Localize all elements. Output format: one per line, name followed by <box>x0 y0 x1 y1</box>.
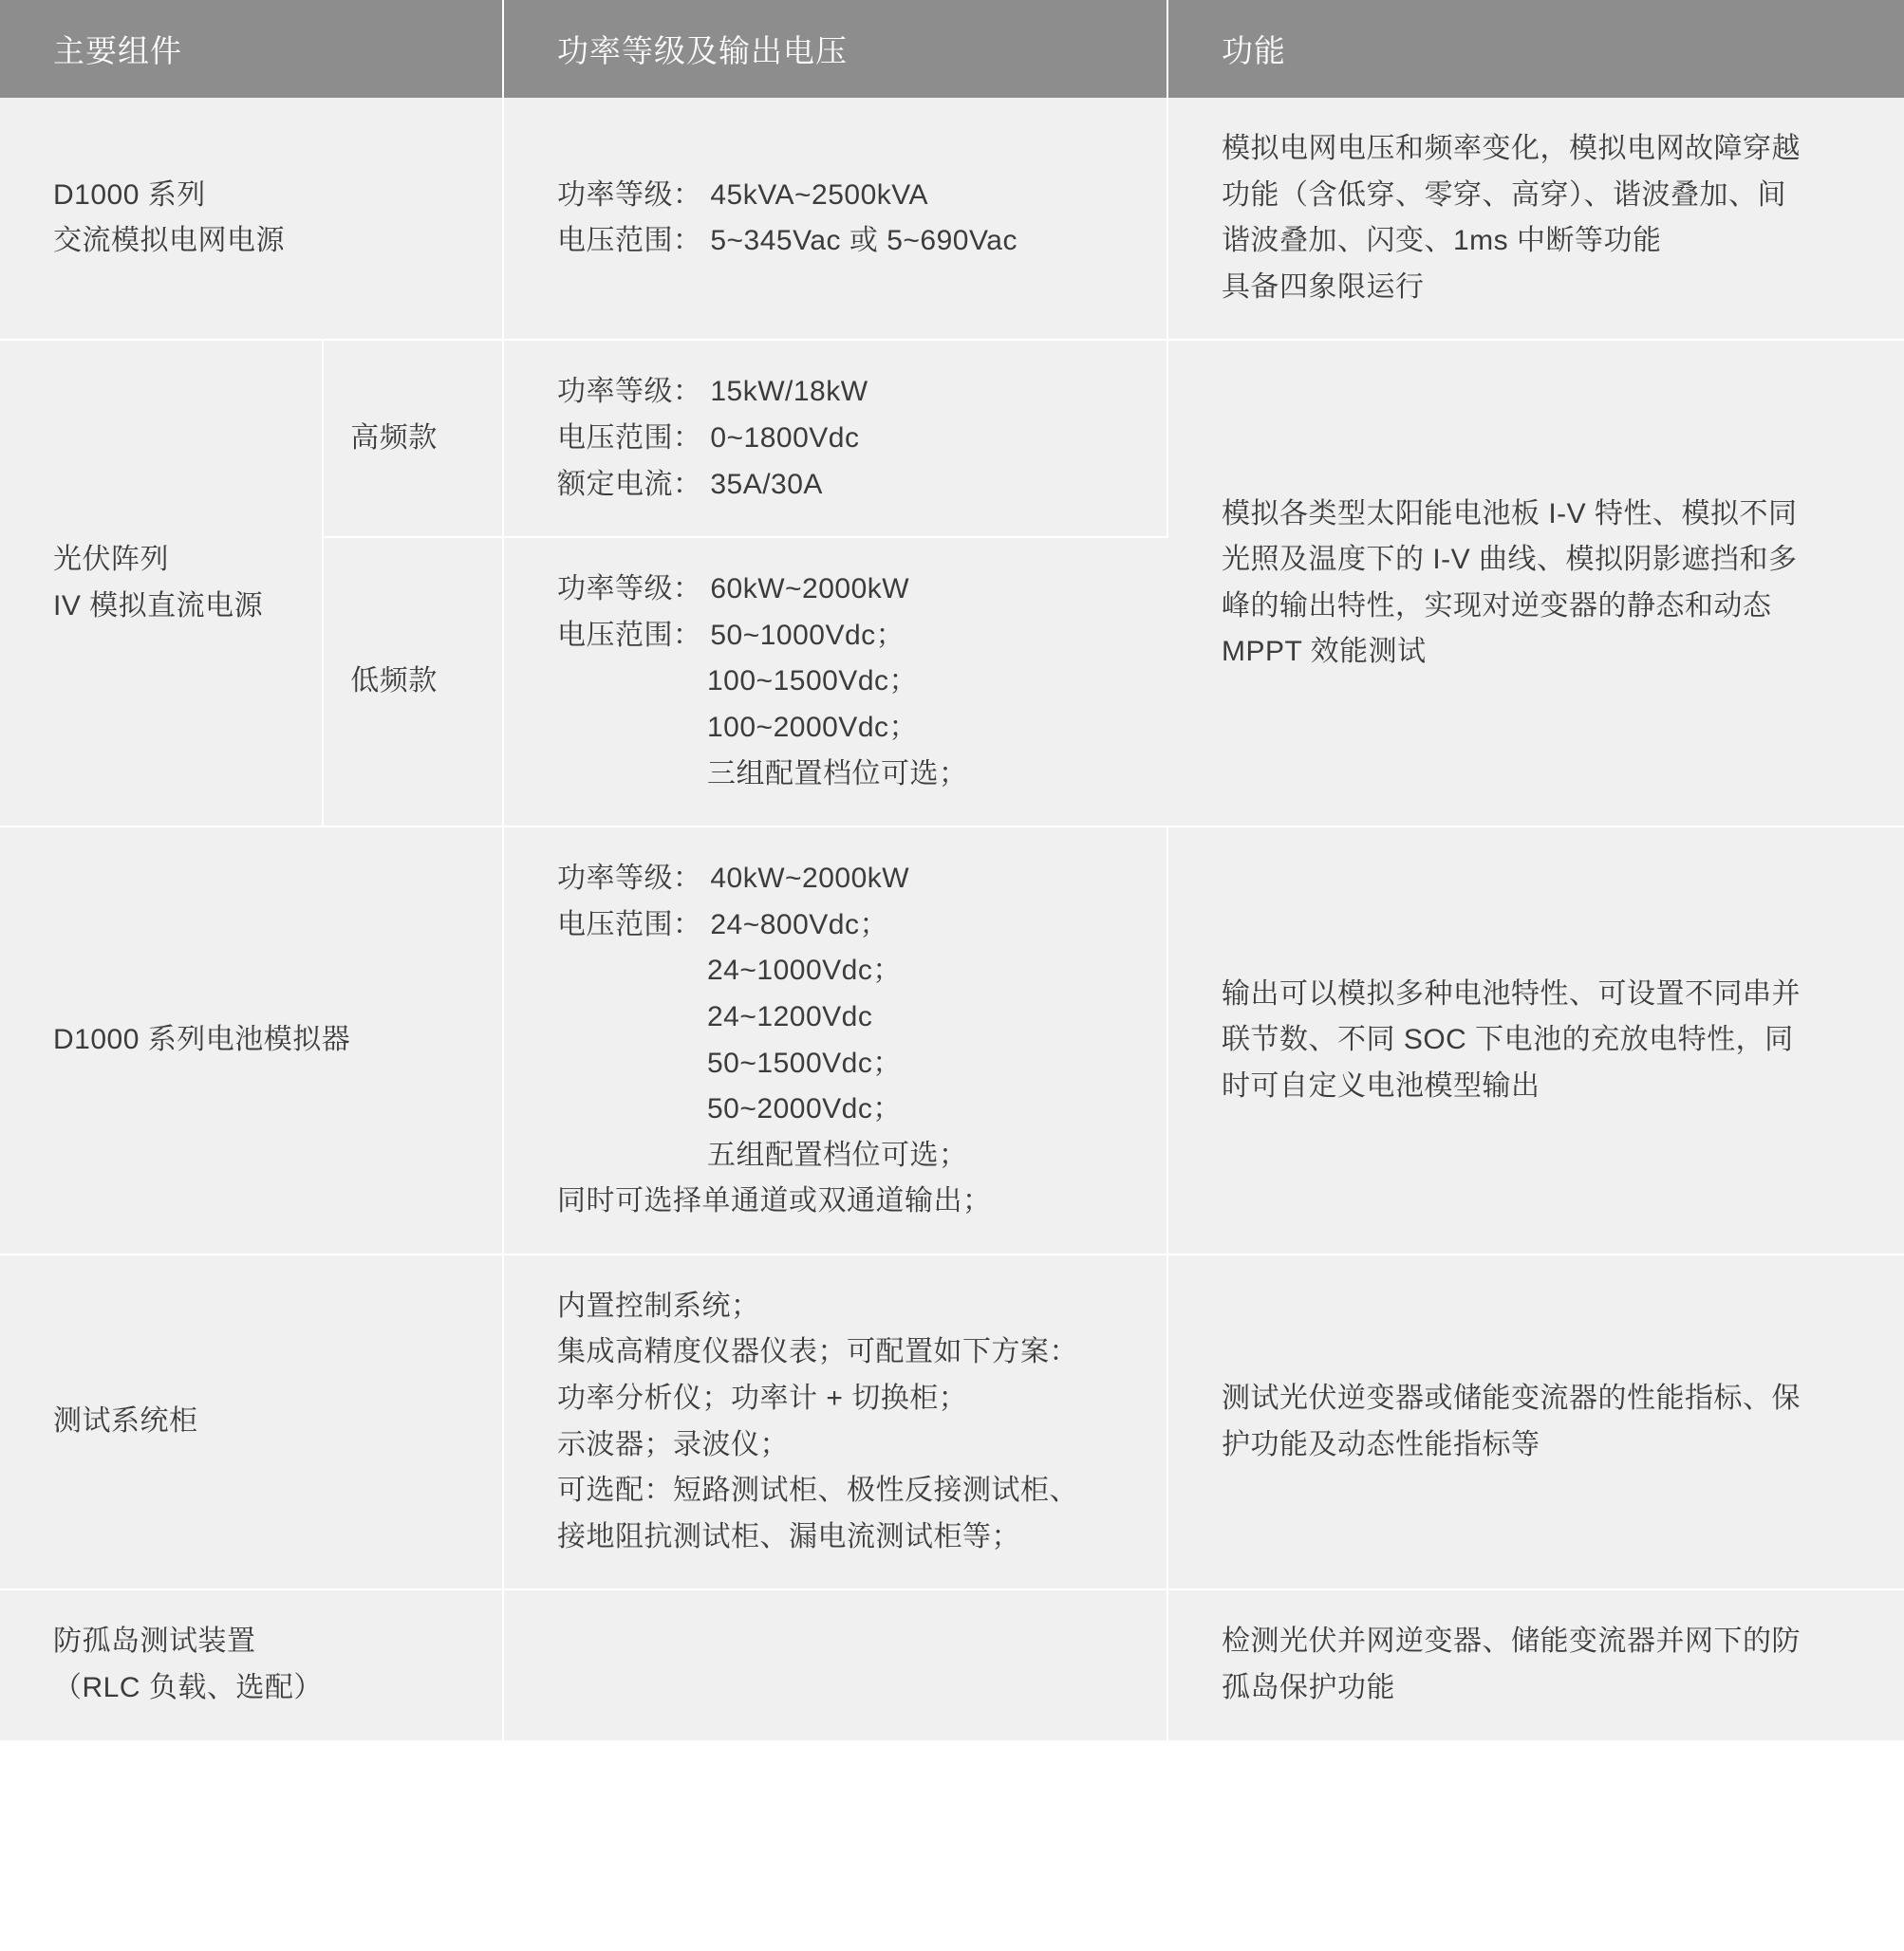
text-line: MPPT 效能测试 <box>1222 636 1427 668</box>
text-line: 电压范围： 0~1800Vdc <box>557 421 860 454</box>
text-line: 同时可选择单通道或双通道输出； <box>557 1185 992 1217</box>
text-line: 功率等级： 60kW~2000kW <box>557 573 910 605</box>
text-line: 护功能及动态性能指标等 <box>1222 1428 1540 1460</box>
text-line: 光照及温度下的 I-V 曲线、模拟阴影遮挡和多 <box>1222 544 1798 576</box>
text-line: D1000 系列电池模拟器 <box>53 1024 351 1056</box>
cell-function <box>1167 98 1904 340</box>
text-line: 功率等级： 40kW~2000kW <box>557 863 910 895</box>
table-header-row <box>0 0 1904 98</box>
text-line: 谐波叠加、闪变、1ms 中断等功能 <box>1222 225 1662 257</box>
text-line: IV 模拟直流电源 <box>53 589 264 622</box>
text-line: 50~2000Vdc； <box>707 1093 902 1125</box>
text-line: 时可自定义电池模型输出 <box>1222 1069 1540 1102</box>
text-line: 接地阻抗测试柜、漏电流测试柜等； <box>557 1520 1020 1552</box>
text-line: 功率等级： 45kVA~2500kVA <box>557 178 929 211</box>
cell-sub-type <box>323 340 503 537</box>
table-body <box>0 98 1904 1741</box>
text-line: 具备四象限运行 <box>1222 270 1425 303</box>
text-line: 可选配：短路测试柜、极性反接测试柜、 <box>557 1475 1078 1507</box>
text-line: 100~2000Vdc； <box>707 711 919 743</box>
text-line: 防孤岛测试装置 <box>53 1626 256 1658</box>
cell-power-voltage <box>503 827 1167 1254</box>
column-header-function: 功能 <box>1167 0 1904 98</box>
text-line: 电压范围： 50~1000Vdc； <box>557 619 905 651</box>
text-line: 100~1500Vdc； <box>707 665 919 697</box>
cell-function <box>1167 1254 1904 1590</box>
text-line: 五组配置档位可选； <box>707 1139 968 1171</box>
text-line: 功能（含低穿、零穿、高穿）、谐波叠加、间 <box>1222 178 1786 211</box>
column-header-power-voltage: 功率等级及输出电压 <box>503 0 1167 98</box>
text-line: 低频款 <box>350 665 438 697</box>
cell-sub-type <box>323 537 503 827</box>
cell-power-voltage <box>503 340 1167 537</box>
text-line: 示波器；录波仪； <box>557 1428 789 1460</box>
text-line: 联节数、不同 SOC 下电池的充放电特性，同 <box>1222 1024 1794 1056</box>
text-line: D1000 系列 <box>53 178 206 211</box>
table-header <box>0 0 1904 98</box>
table-row <box>0 340 1904 537</box>
text-line: 功率分析仪；功率计 + 切换柜； <box>557 1383 968 1415</box>
text-line: 额定电流： 35A/30A <box>557 468 823 500</box>
cell-function <box>1167 827 1904 1254</box>
cell-power-voltage <box>503 1254 1167 1590</box>
cell-main-component <box>0 827 503 1254</box>
text-line: 交流模拟电网电源 <box>53 225 285 257</box>
cell-function <box>1167 340 1904 827</box>
text-line: 模拟电网电压和频率变化，模拟电网故障穿越 <box>1222 133 1801 164</box>
table-row <box>0 1589 1904 1740</box>
text-line: （RLC 负载、选配） <box>53 1672 323 1704</box>
cell-power-voltage <box>503 1589 1167 1740</box>
text-line: 模拟各类型太阳能电池板 I-V 特性、模拟不同 <box>1222 497 1798 530</box>
cell-function <box>1167 1589 1904 1740</box>
cell-main-component <box>0 1254 503 1590</box>
text-line: 测试光伏逆变器或储能变流器的性能指标、保 <box>1222 1383 1801 1415</box>
cell-main-component <box>0 340 323 827</box>
text-line: 三组配置档位可选； <box>707 757 968 790</box>
table-row <box>0 98 1904 340</box>
text-line: 24~1200Vdc <box>707 1000 873 1032</box>
text-line: 峰的输出特性，实现对逆变器的静态和动态 <box>1222 589 1772 622</box>
text-line: 检测光伏并网逆变器、储能变流器并网下的防 <box>1222 1626 1801 1658</box>
text-line: 电压范围： 5~345Vac 或 5~690Vac <box>557 225 1017 257</box>
text-line: 光伏阵列 <box>53 544 169 576</box>
text-line: 测试系统柜 <box>53 1405 198 1438</box>
text-line: 高频款 <box>350 421 438 454</box>
cell-main-component <box>0 1589 503 1740</box>
text-line: 50~1500Vdc； <box>707 1047 902 1079</box>
cell-main-component <box>0 98 503 340</box>
text-line: 24~1000Vdc； <box>707 955 902 987</box>
text-line: 集成高精度仪器仪表；可配置如下方案： <box>557 1336 1078 1368</box>
text-line: 内置控制系统； <box>557 1290 760 1322</box>
cell-power-voltage <box>503 537 1167 827</box>
cell-power-voltage <box>503 98 1167 340</box>
column-header-main-component: 主要组件 <box>0 0 503 98</box>
text-line: 输出可以模拟多种电池特性、可设置不同串并 <box>1222 977 1801 1010</box>
text-line: 功率等级： 15kW/18kW <box>557 376 868 408</box>
text-line: 孤岛保护功能 <box>1222 1672 1395 1704</box>
text-line: 电压范围： 24~800Vdc； <box>557 908 888 940</box>
table-row <box>0 827 1904 1254</box>
table-row <box>0 1254 1904 1590</box>
